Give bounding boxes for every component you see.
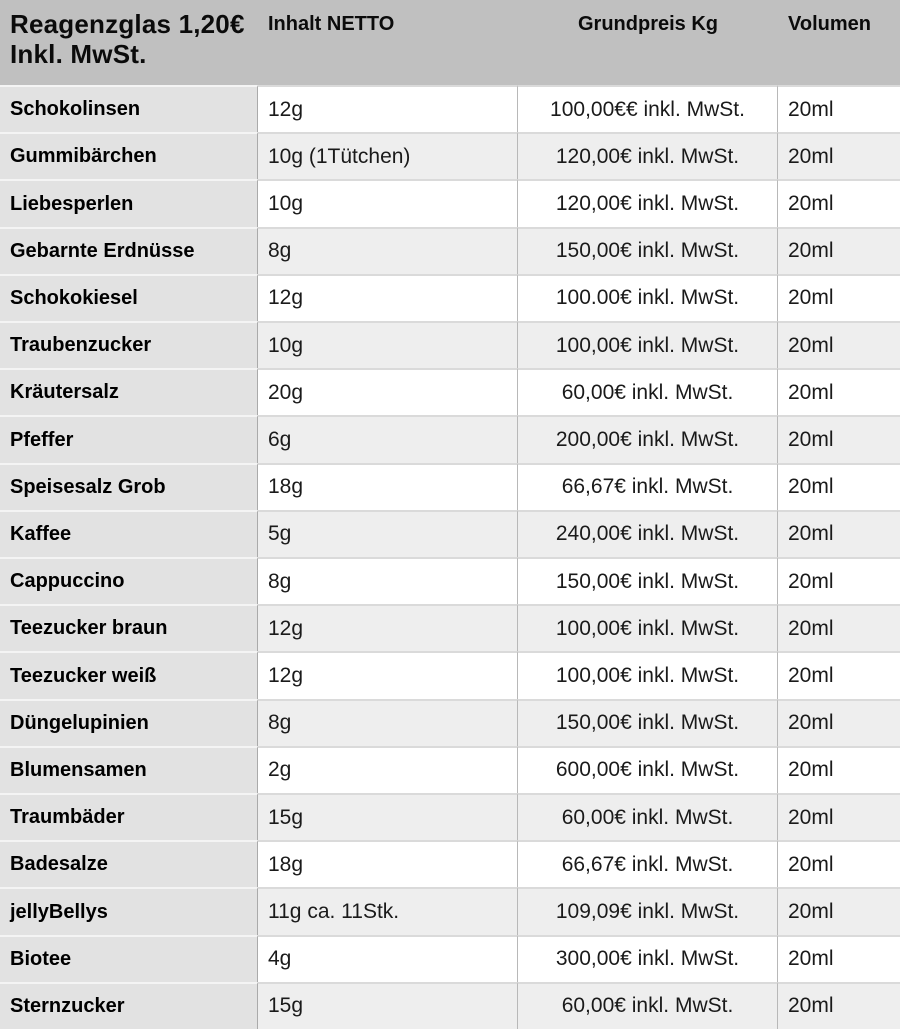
product-name-cell: Badesalze (0, 840, 258, 887)
volumen-cell: 20ml (778, 274, 900, 321)
grundpreis-kg-cell: 60,00€ inkl. MwSt. (518, 368, 778, 415)
volumen-cell: 20ml (778, 982, 900, 1029)
product-name-cell: Kaffee (0, 510, 258, 557)
inhalt-netto-cell: 10g (258, 179, 518, 226)
product-name-cell: Cappuccino (0, 557, 258, 604)
grundpreis-kg-cell: 150,00€ inkl. MwSt. (518, 557, 778, 604)
grundpreis-kg-cell: 150,00€ inkl. MwSt. (518, 699, 778, 746)
inhalt-netto-cell: 15g (258, 982, 518, 1029)
table-row (0, 935, 900, 982)
volumen-cell: 20ml (778, 746, 900, 793)
volumen-cell: 20ml (778, 415, 900, 462)
grundpreis-kg-cell: 600,00€ inkl. MwSt. (518, 746, 778, 793)
inhalt-netto-cell: 8g (258, 557, 518, 604)
grundpreis-kg-cell: 100,00€ inkl. MwSt. (518, 604, 778, 651)
product-name-cell: Liebesperlen (0, 179, 258, 226)
header-volumen: Volumen (788, 13, 871, 35)
table-row (0, 651, 900, 698)
volumen-cell: 20ml (778, 793, 900, 840)
table-body (0, 85, 900, 1029)
volumen-cell: 20ml (778, 699, 900, 746)
table-row (0, 227, 900, 274)
product-name-cell: Schokokiesel (0, 274, 258, 321)
grundpreis-kg-cell: 300,00€ inkl. MwSt. (518, 935, 778, 982)
inhalt-netto-cell: 20g (258, 368, 518, 415)
product-name-cell: Traubenzucker (0, 321, 258, 368)
volumen-cell: 20ml (778, 651, 900, 698)
product-name-cell: Speisesalz Grob (0, 463, 258, 510)
grundpreis-kg-cell: 200,00€ inkl. MwSt. (518, 415, 778, 462)
inhalt-netto-cell: 12g (258, 651, 518, 698)
table-row (0, 132, 900, 179)
product-name-cell: Teezucker weiß (0, 651, 258, 698)
table-row (0, 699, 900, 746)
product-name-cell: Kräutersalz (0, 368, 258, 415)
volumen-cell: 20ml (778, 510, 900, 557)
table-row (0, 746, 900, 793)
product-name-cell: Traumbäder (0, 793, 258, 840)
product-name-cell: Biotee (0, 935, 258, 982)
inhalt-netto-cell: 5g (258, 510, 518, 557)
product-name-cell: Pfeffer (0, 415, 258, 462)
table-row (0, 179, 900, 226)
grundpreis-kg-cell: 60,00€ inkl. MwSt. (518, 793, 778, 840)
volumen-cell: 20ml (778, 463, 900, 510)
inhalt-netto-cell: 4g (258, 935, 518, 982)
grundpreis-kg-cell: 120,00€ inkl. MwSt. (518, 132, 778, 179)
product-name-cell: Teezucker braun (0, 604, 258, 651)
table-row (0, 793, 900, 840)
inhalt-netto-cell: 12g (258, 604, 518, 651)
grundpreis-kg-cell: 150,00€ inkl. MwSt. (518, 227, 778, 274)
table-row (0, 604, 900, 651)
header-product-column (0, 0, 258, 85)
inhalt-netto-cell: 18g (258, 463, 518, 510)
volumen-cell: 20ml (778, 321, 900, 368)
table-row (0, 463, 900, 510)
product-name-cell: Gummibärchen (0, 132, 258, 179)
grundpreis-kg-cell: 66,67€ inkl. MwSt. (518, 840, 778, 887)
table-row (0, 887, 900, 934)
inhalt-netto-cell: 12g (258, 274, 518, 321)
table-row (0, 840, 900, 887)
inhalt-netto-cell: 6g (258, 415, 518, 462)
header-product-line1: Reagenzglas 1,20€ (10, 9, 245, 39)
volumen-cell: 20ml (778, 179, 900, 226)
inhalt-netto-cell: 10g (258, 321, 518, 368)
header-inhalt-netto: Inhalt NETTO (268, 13, 395, 35)
inhalt-netto-cell: 12g (258, 85, 518, 132)
header-grundpreis-kg: Grundpreis Kg (577, 13, 718, 35)
table-row (0, 982, 900, 1029)
volumen-cell: 20ml (778, 557, 900, 604)
volumen-cell: 20ml (778, 368, 900, 415)
inhalt-netto-cell: 10g (1Tütchen) (258, 132, 518, 179)
volumen-cell: 20ml (778, 604, 900, 651)
grundpreis-kg-cell: 100,00€€ inkl. MwSt. (518, 85, 778, 132)
inhalt-netto-cell: 15g (258, 793, 518, 840)
grundpreis-kg-cell: 120,00€ inkl. MwSt. (518, 179, 778, 226)
table-row (0, 321, 900, 368)
grundpreis-kg-cell: 100,00€ inkl. MwSt. (518, 321, 778, 368)
product-name-cell: Sternzucker (0, 982, 258, 1029)
grundpreis-kg-cell: 100,00€ inkl. MwSt. (518, 651, 778, 698)
volumen-cell: 20ml (778, 840, 900, 887)
inhalt-netto-cell: 2g (258, 746, 518, 793)
volumen-cell: 20ml (778, 935, 900, 982)
table-header-row (0, 0, 900, 85)
table-row (0, 368, 900, 415)
table-row (0, 85, 900, 132)
product-name-cell: Schokolinsen (0, 85, 258, 132)
product-name-cell: Blumensamen (0, 746, 258, 793)
inhalt-netto-cell: 8g (258, 227, 518, 274)
table-row (0, 274, 900, 321)
product-name-cell: Gebarnte Erdnüsse (0, 227, 258, 274)
volumen-cell: 20ml (778, 85, 900, 132)
grundpreis-kg-cell: 240,00€ inkl. MwSt. (518, 510, 778, 557)
grundpreis-kg-cell: 60,00€ inkl. MwSt. (518, 982, 778, 1029)
volumen-cell: 20ml (778, 887, 900, 934)
table-row (0, 557, 900, 604)
table-row (0, 415, 900, 462)
grundpreis-kg-cell: 66,67€ inkl. MwSt. (518, 463, 778, 510)
product-name-cell: jellyBellys (0, 887, 258, 934)
product-name-cell: Düngelupinien (0, 699, 258, 746)
volumen-cell: 20ml (778, 132, 900, 179)
grundpreis-kg-cell: 109,09€ inkl. MwSt. (518, 887, 778, 934)
inhalt-netto-cell: 18g (258, 840, 518, 887)
inhalt-netto-cell: 11g ca. 11Stk. (258, 887, 518, 934)
header-product-line2: Inkl. MwSt. (10, 39, 147, 69)
table-row (0, 510, 900, 557)
inhalt-netto-cell: 8g (258, 699, 518, 746)
volumen-cell: 20ml (778, 227, 900, 274)
grundpreis-kg-cell: 100.00€ inkl. MwSt. (518, 274, 778, 321)
